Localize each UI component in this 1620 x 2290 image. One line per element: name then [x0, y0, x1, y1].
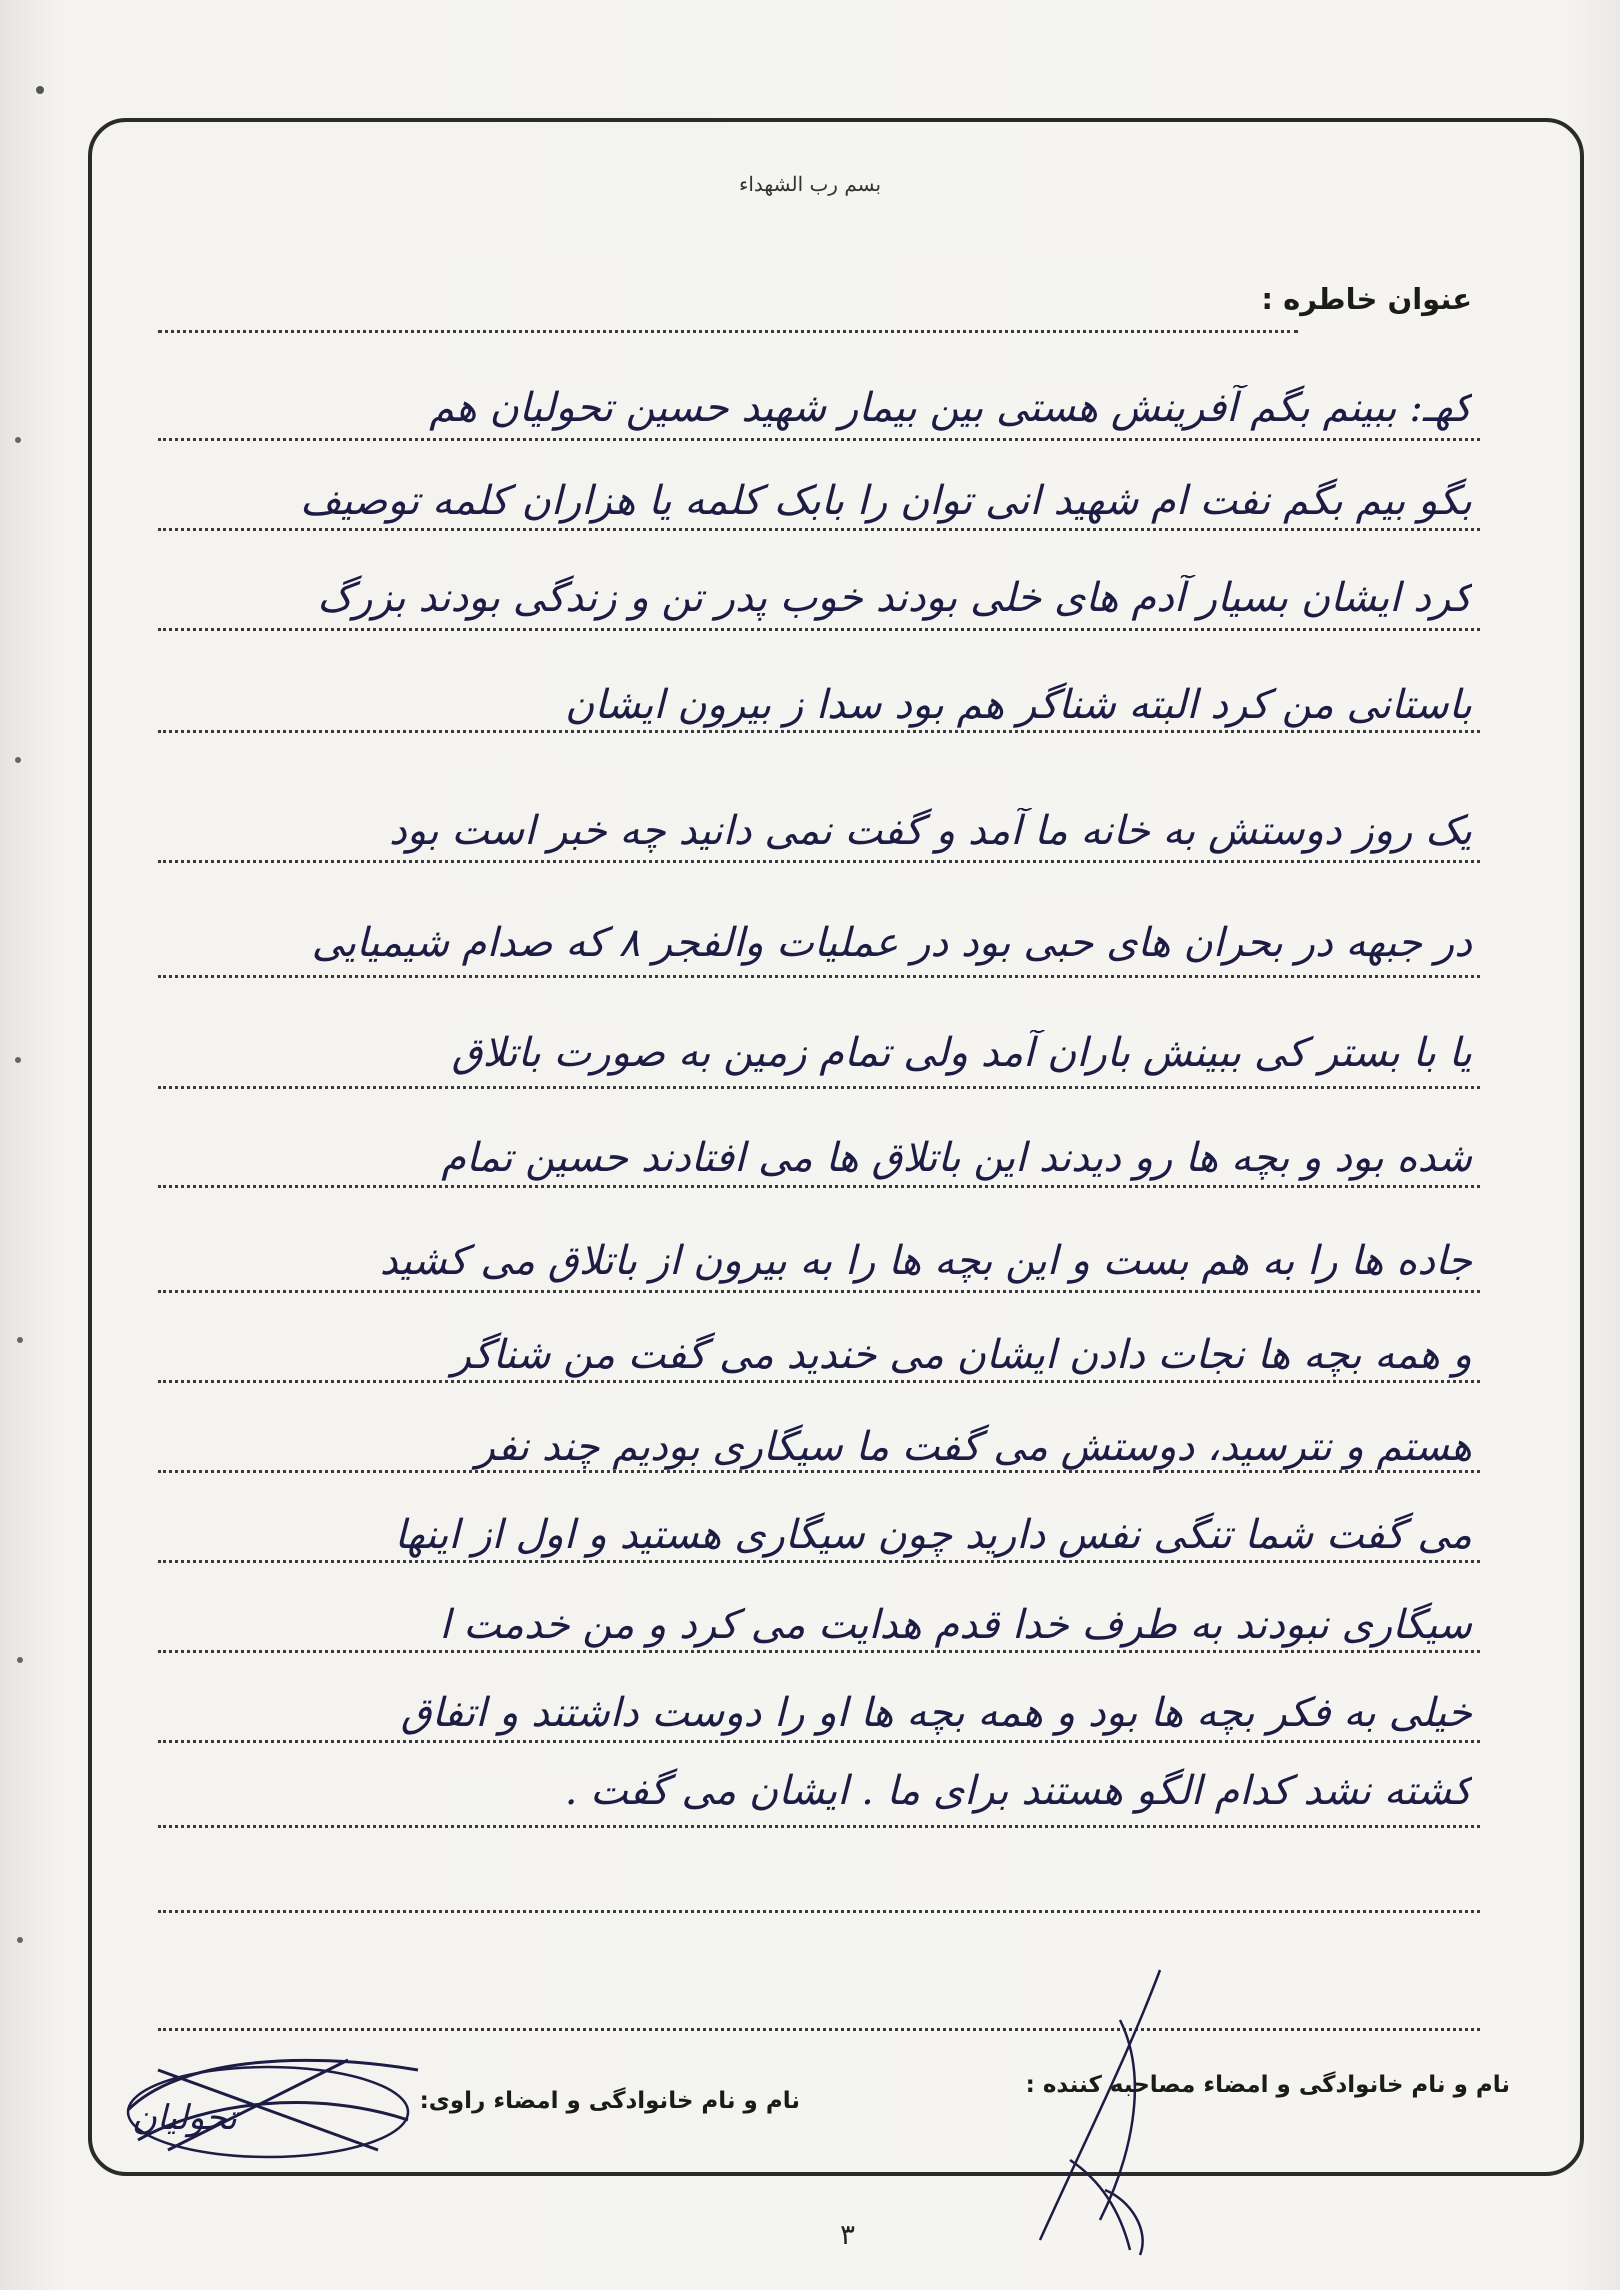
interviewer-signature-label: نام و نام خانوادگی و امضاء مصاحبه کننده :	[1025, 2072, 1510, 2098]
handwritten-line: کهـ: ببینم بگم آفرینش هستی بین بیمار شهید حسین تحولیان هم	[429, 385, 1472, 431]
ruled-line	[158, 1380, 1480, 1383]
handwritten-line: و همه بچه ها نجات دادن ایشان می خندید می گفت من شناگر	[451, 1332, 1472, 1378]
handwritten-line: کشته نشد کدام الگو هستند برای ما . ایشان می گفت .	[564, 1768, 1472, 1814]
memory-title-label: عنوان خاطره :	[1261, 282, 1472, 316]
page-number: ٣	[840, 2218, 856, 2251]
ruled-line	[158, 1650, 1480, 1653]
ruled-line	[158, 438, 1480, 441]
handwritten-line: جاده ها را به هم بست و این بچه ها را به بیرون از باتلاق می کشید	[379, 1238, 1472, 1284]
ruled-line	[158, 628, 1480, 631]
handwritten-line: کرد ایشان بسیار آدم های خلی بودند خوب پدر تن و زندگی بودند بزرگ	[317, 575, 1472, 621]
ruled-line	[158, 528, 1480, 531]
title-dotted-line	[158, 330, 1298, 333]
ruled-line	[158, 1290, 1480, 1293]
ruled-line	[158, 1825, 1480, 1828]
handwritten-line: می گفت شما تنگی نفس دارید چون سیگاری هستید و اول از اینها	[394, 1512, 1472, 1558]
handwritten-line: هستم و نترسید، دوستش می گفت ما سیگاری بودیم چند نفر	[475, 1424, 1472, 1470]
handwritten-line: باستانی من کرد البته شناگر هم بود سدا ز بیرون ایشان	[564, 682, 1472, 728]
basmala-header: بسم رب الشهداء	[738, 172, 882, 196]
ruled-line	[158, 1086, 1480, 1089]
ruled-line	[158, 1470, 1480, 1473]
narrator-signature-label: نام و نام خانوادگی و امضاء راوی:	[419, 2088, 800, 2114]
ruled-line	[158, 1740, 1480, 1743]
ruled-line	[158, 1910, 1480, 1913]
handwritten-line: بگو بیم بگم نفت ام شهید انی توان را بابک کلمه یا هزاران کلمه توصیف	[299, 478, 1472, 524]
handwritten-line: خیلی به فکر بچه ها بود و همه بچه ها او را دوست داشتند و اتفاق	[400, 1690, 1472, 1736]
ruled-line	[158, 730, 1480, 733]
ruled-line	[158, 975, 1480, 978]
binder-holes	[0, 0, 60, 2290]
ruled-line	[158, 860, 1480, 863]
handwritten-line: سیگاری نبودند به طرف خدا قدم هدایت می کرد و من خدمت ا	[439, 1602, 1472, 1648]
ruled-line	[158, 1185, 1480, 1188]
interviewer-signature-scribble	[1010, 1960, 1210, 2260]
handwritten-line: شده بود و بچه ها رو دیدند این باتلاق ها می افتادند حسین تمام	[441, 1135, 1472, 1181]
narrator-signature-name: تحولیان	[132, 2098, 237, 2138]
ruled-line	[158, 2028, 1480, 2031]
ruled-line	[158, 1560, 1480, 1563]
handwritten-line: یک روز دوستش به خانه ما آمد و گفت نمی دانید چه خبر است بود	[389, 808, 1472, 854]
handwritten-line: یا با بستر کی ببینش باران آمد ولی تمام زمین به صورت باتلاق	[451, 1030, 1472, 1076]
handwritten-line: در جبهه در بحران های حبی بود در عملیات والفجر ۸ که صدام شیمیایی	[311, 920, 1472, 966]
